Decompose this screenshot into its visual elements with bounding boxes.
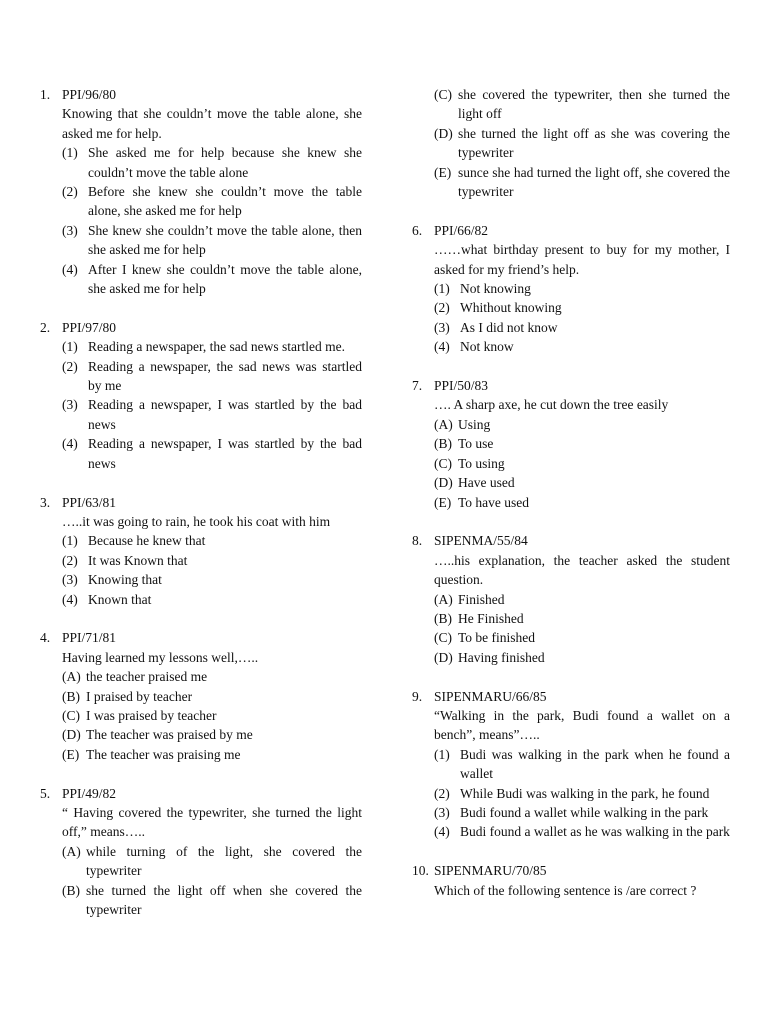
answer-option: [62, 667, 362, 686]
question-body: [434, 395, 730, 511]
option-text: Because he knew that: [88, 533, 206, 549]
option-label: (B): [434, 610, 452, 626]
answer-option: [62, 221, 362, 260]
question-number: 5.: [40, 785, 51, 801]
question-item: [40, 318, 362, 473]
option-label: (3): [434, 804, 450, 820]
option-label: (3): [62, 397, 78, 413]
option-label: (4): [62, 436, 78, 452]
option-text: Reading a newspaper, the sad news was startled by me: [88, 358, 362, 394]
question-number: 2.: [40, 319, 51, 335]
option-text: Have used: [458, 475, 515, 491]
answer-option: [434, 745, 730, 784]
answer-option: [62, 706, 362, 725]
question-header: [40, 85, 362, 104]
option-text: As I did not know: [460, 319, 558, 335]
question-source-code: PPI/71/81: [62, 630, 117, 646]
answer-option: [434, 124, 730, 163]
option-label: (C): [434, 630, 452, 646]
answer-option: [434, 279, 730, 298]
question-body: [62, 337, 362, 473]
answer-option: [62, 531, 362, 550]
question-body: [434, 706, 730, 842]
answer-option: [62, 842, 362, 881]
answer-option: [434, 648, 730, 667]
option-text: Budi found a wallet while walking in the park: [460, 804, 709, 820]
option-text: It was Known that: [88, 552, 188, 568]
option-text: To have used: [458, 494, 530, 510]
option-label: (1): [62, 339, 78, 355]
option-text: Having finished: [458, 649, 545, 665]
answer-option: [434, 454, 730, 473]
question-stem: Knowing that she couldn’t move the table alone, she asked me for help.: [62, 106, 362, 141]
question-number: 3.: [40, 494, 51, 510]
option-label: (C): [434, 455, 452, 471]
option-label: (3): [434, 319, 450, 335]
option-text: I praised by teacher: [86, 688, 193, 704]
question-number: 9.: [412, 688, 423, 704]
answer-option: [434, 415, 730, 434]
question-stem: “ Having covered the typewriter, she turned the light off,” means…..: [62, 804, 362, 840]
answer-option: [434, 822, 730, 841]
question-body: [62, 648, 362, 764]
question-header: [40, 784, 362, 803]
answer-option: [434, 85, 730, 124]
option-text: Budi found a wallet as he was walking in the park: [460, 824, 730, 840]
question-header: [412, 531, 730, 550]
option-text: To using: [458, 455, 505, 471]
question-stem: …..it was going to rain, he took his coat with him: [62, 513, 331, 529]
option-text: sunce she had turned the light off, she covered the typewriter: [458, 164, 730, 200]
question-number: 7.: [412, 378, 423, 394]
question-header: [412, 687, 730, 706]
answer-option: [62, 143, 362, 182]
answer-option: [62, 687, 362, 706]
question-source-code: PPI/66/82: [434, 222, 489, 238]
question-source-code: SIPENMA/55/84: [434, 533, 528, 549]
question-header: [412, 861, 730, 880]
option-label: (4): [434, 824, 450, 840]
option-text: To use: [458, 436, 494, 452]
right-column: [412, 85, 730, 919]
option-text: Known that: [88, 591, 152, 607]
option-label: (1): [62, 533, 78, 549]
question-stem: “Walking in the park, Budi found a wallet on a bench”, means”…..: [434, 707, 730, 743]
question-header: [412, 376, 730, 395]
answer-option: [434, 163, 730, 202]
question-stem: ……what birthday present to buy for my mother, I asked for my friend’s help.: [434, 242, 730, 277]
question-item: [412, 531, 730, 667]
answer-option: [62, 551, 362, 570]
question-number: 6.: [412, 222, 423, 238]
question-body: [62, 104, 362, 298]
option-label: (D): [62, 727, 81, 743]
option-label: (2): [434, 785, 450, 801]
question-body: [434, 551, 730, 667]
question-source-code: PPI/63/81: [62, 494, 117, 510]
question-item: [412, 687, 730, 842]
question-body: [434, 881, 730, 900]
option-text: the teacher praised me: [86, 669, 208, 685]
answer-option: [62, 182, 362, 221]
question-source-code: SIPENMARU/70/85: [434, 863, 547, 879]
option-text: Knowing that: [88, 572, 162, 588]
option-label: (A): [62, 669, 81, 685]
option-text: Before she knew she couldn’t move the table alone, she asked me for help: [88, 184, 362, 219]
answer-option: [434, 628, 730, 647]
option-text: Not know: [460, 339, 514, 355]
option-label: (A): [62, 843, 81, 859]
option-label: (B): [62, 882, 80, 898]
answer-option: [434, 298, 730, 317]
option-text: The teacher was praising me: [86, 746, 241, 762]
option-label: (2): [434, 300, 450, 316]
question-number: 1.: [40, 87, 51, 102]
question-item: [412, 85, 730, 201]
question-item: [40, 493, 362, 609]
option-label: (D): [434, 649, 453, 665]
option-label: (2): [62, 184, 78, 200]
option-label: (2): [62, 552, 78, 568]
question-header: [412, 221, 730, 240]
question-item: [412, 376, 730, 512]
answer-option: [62, 745, 362, 764]
answer-option: [62, 337, 362, 356]
option-text: She asked me for help because she knew she couldn’t move the table alone: [88, 145, 362, 180]
option-text: she turned the light off when she covered the typewriter: [86, 882, 362, 917]
question-stem: Having learned my lessons well,…..: [62, 649, 259, 665]
question-header: [40, 318, 362, 337]
option-text: she covered the typewriter, then she turned the light off: [458, 87, 730, 122]
question-number: 10.: [412, 863, 429, 879]
answer-option: [62, 570, 362, 589]
answer-option: [434, 337, 730, 356]
option-label: (4): [434, 339, 450, 355]
answer-option: [62, 357, 362, 396]
question-item: [412, 221, 730, 357]
option-label: (E): [434, 164, 452, 180]
option-label: (B): [434, 436, 452, 452]
left-column: [40, 85, 362, 939]
option-label: (3): [62, 572, 78, 588]
option-text: Not knowing: [460, 281, 531, 297]
option-label: (A): [434, 416, 453, 432]
question-stem: …..his explanation, the teacher asked the student question.: [434, 552, 730, 588]
option-label: (B): [62, 688, 80, 704]
option-label: (C): [62, 707, 80, 723]
question-stem: …. A sharp axe, he cut down the tree easily: [434, 397, 669, 413]
option-label: (D): [434, 475, 453, 491]
option-text: she turned the light off as she was covering the typewriter: [458, 125, 730, 161]
option-text: While Budi was walking in the park, he found: [460, 785, 710, 801]
answer-option: [434, 434, 730, 453]
answer-option: [62, 881, 362, 920]
question-source-code: SIPENMARU/66/85: [434, 688, 547, 704]
option-label: (3): [62, 222, 78, 238]
question-body: [62, 512, 362, 609]
option-text: Reading a newspaper, I was startled by the bad news: [88, 436, 362, 471]
question-stem: Which of the following sentence is /are correct ?: [434, 882, 697, 898]
question-number: 8.: [412, 533, 423, 549]
answer-option: [434, 318, 730, 337]
option-label: (1): [434, 746, 450, 762]
option-label: (4): [62, 261, 78, 277]
option-text: He Finished: [458, 610, 524, 626]
question-body: [434, 85, 730, 201]
answer-option: [62, 260, 362, 299]
option-label: (E): [434, 494, 452, 510]
option-text: Reading a newspaper, the sad news startled me.: [88, 339, 346, 355]
answer-option: [434, 493, 730, 512]
answer-option: [62, 725, 362, 744]
answer-option: [434, 609, 730, 628]
question-header: [40, 628, 362, 647]
option-text: To be finished: [458, 630, 536, 646]
question-source-code: PPI/49/82: [62, 785, 117, 801]
answer-option: [434, 590, 730, 609]
option-text: while turning of the light, she covered the typewriter: [86, 843, 362, 879]
answer-option: [434, 473, 730, 492]
option-text: She knew she couldn’t move the table alone, then she asked me for help: [88, 222, 362, 258]
question-body: [62, 803, 362, 919]
option-text: Whithout knowing: [460, 300, 562, 316]
answer-option: [434, 803, 730, 822]
option-text: I was praised by teacher: [86, 707, 217, 723]
question-item: [412, 861, 730, 900]
option-label: (1): [434, 281, 450, 297]
question-source-code: PPI/50/83: [434, 378, 489, 394]
option-label: (4): [62, 591, 78, 607]
question-item: [40, 628, 362, 764]
answer-option: [62, 590, 362, 609]
question-header: [40, 493, 362, 512]
option-label: (2): [62, 358, 78, 374]
option-label: (1): [62, 145, 78, 161]
option-text: After I knew she couldn’t move the table alone, she asked me for help: [88, 261, 362, 297]
option-label: (C): [434, 87, 452, 102]
option-text: The teacher was praised by me: [86, 727, 253, 743]
option-text: Reading a newspaper, I was startled by the bad news: [88, 397, 362, 432]
answer-option: [434, 784, 730, 803]
option-text: Finished: [458, 591, 505, 607]
question-number: 4.: [40, 630, 51, 646]
question-source-code: PPI/97/80: [62, 319, 117, 335]
option-text: Using: [458, 416, 491, 432]
answer-option: [62, 395, 362, 434]
question-item: [40, 85, 362, 298]
option-label: (E): [62, 746, 80, 762]
question-item: [40, 784, 362, 920]
answer-option: [62, 434, 362, 473]
option-label: (D): [434, 125, 453, 141]
question-body: [434, 240, 730, 356]
option-text: Budi was walking in the park when he found a wallet: [460, 746, 730, 782]
question-source-code: PPI/96/80: [62, 87, 117, 102]
option-label: (A): [434, 591, 453, 607]
